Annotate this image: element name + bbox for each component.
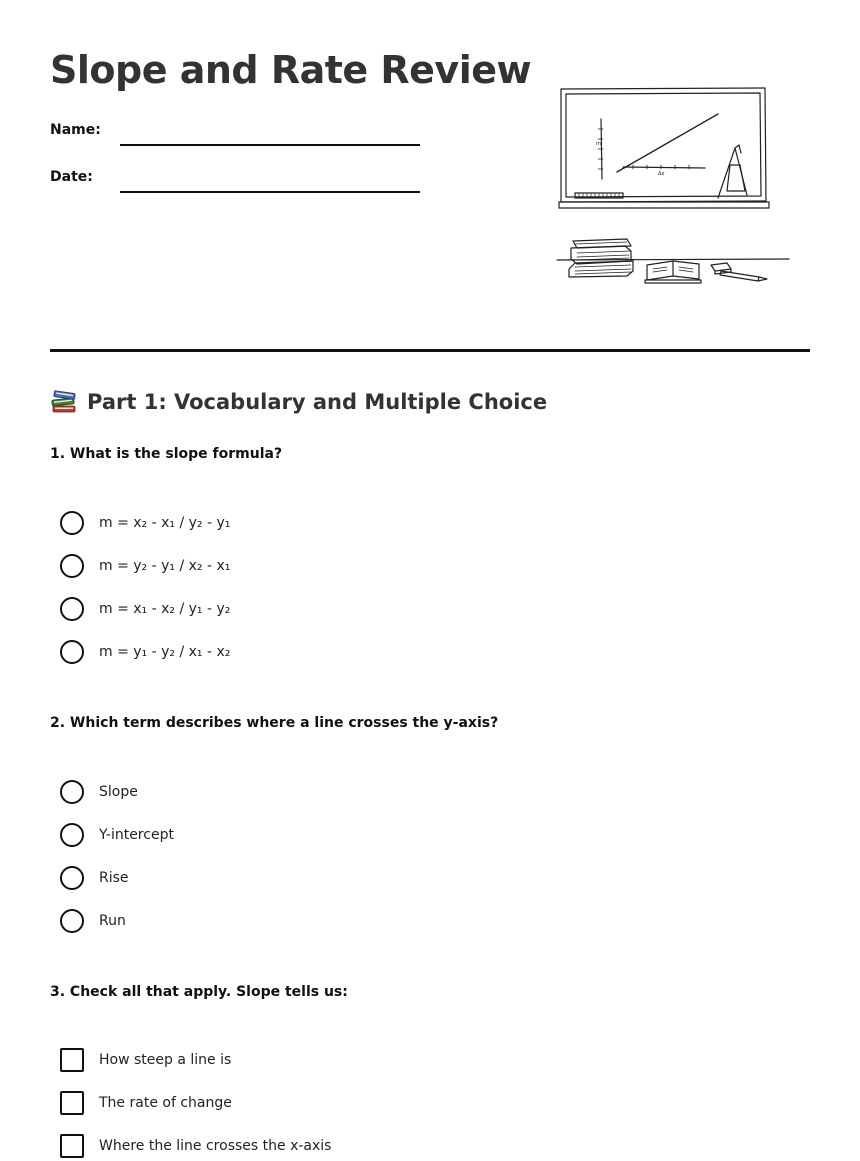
option-label: m = y₁ - y₂ / x₁ - x₂ (99, 644, 231, 660)
section-divider (50, 349, 810, 352)
question-2-prompt: 2. Which term describes where a line crosses the y-axis? (50, 715, 499, 731)
radio-button[interactable] (60, 909, 84, 933)
option-label: The rate of change (99, 1095, 232, 1111)
option-label: m = y₂ - y₁ / x₂ - x₁ (99, 558, 231, 574)
date-label: Date: (50, 169, 93, 185)
option-label: Run (99, 913, 126, 929)
radio-button[interactable] (60, 511, 84, 535)
q3-option-rate[interactable] (60, 1090, 232, 1116)
option-label: Where the line crosses the x-axis (99, 1138, 332, 1154)
q2-option-rise[interactable] (60, 865, 129, 891)
q3-option-steepness[interactable] (60, 1047, 231, 1073)
section-heading-part1 (50, 388, 547, 416)
checkbox[interactable] (60, 1134, 84, 1158)
option-label: Y-intercept (99, 827, 174, 843)
option-label: m = x₂ - x₁ / y₂ - y₁ (99, 515, 231, 531)
q1-option-c[interactable] (60, 596, 230, 622)
section-heading-text: Part 1: Vocabulary and Multiple Choice (87, 390, 548, 414)
option-label: m = x₁ - x₂ / y₁ - y₂ (99, 601, 231, 617)
q1-option-d[interactable] (60, 639, 230, 665)
books-icon (50, 388, 78, 416)
radio-button[interactable] (60, 866, 84, 890)
option-label: Slope (99, 784, 138, 800)
q3-option-x-crossing[interactable] (60, 1133, 331, 1159)
radio-button[interactable] (60, 780, 84, 804)
option-label: Rise (99, 870, 129, 886)
checkbox[interactable] (60, 1091, 84, 1115)
q2-option-y-intercept[interactable] (60, 822, 174, 848)
svg-text:m: m (596, 141, 601, 147)
radio-button[interactable] (60, 640, 84, 664)
name-input-line[interactable] (120, 144, 420, 146)
question-3-prompt: 3. Check all that apply. Slope tells us: (50, 984, 348, 1000)
q1-option-a[interactable] (60, 510, 230, 536)
radio-button[interactable] (60, 823, 84, 847)
classroom-chalkboard-illustration (555, 83, 795, 288)
checkbox[interactable] (60, 1048, 84, 1072)
name-label: Name: (50, 122, 101, 138)
q1-option-b[interactable] (60, 553, 230, 579)
radio-button[interactable] (60, 554, 84, 578)
option-label: How steep a line is (99, 1052, 232, 1068)
q2-option-slope[interactable] (60, 779, 138, 805)
svg-text:Δx: Δx (658, 171, 665, 177)
radio-button[interactable] (60, 597, 84, 621)
page-title: Slope and Rate Review (50, 48, 532, 92)
q2-option-run[interactable] (60, 908, 126, 934)
date-input-line[interactable] (120, 191, 420, 193)
question-1-prompt: 1. What is the slope formula? (50, 446, 283, 462)
